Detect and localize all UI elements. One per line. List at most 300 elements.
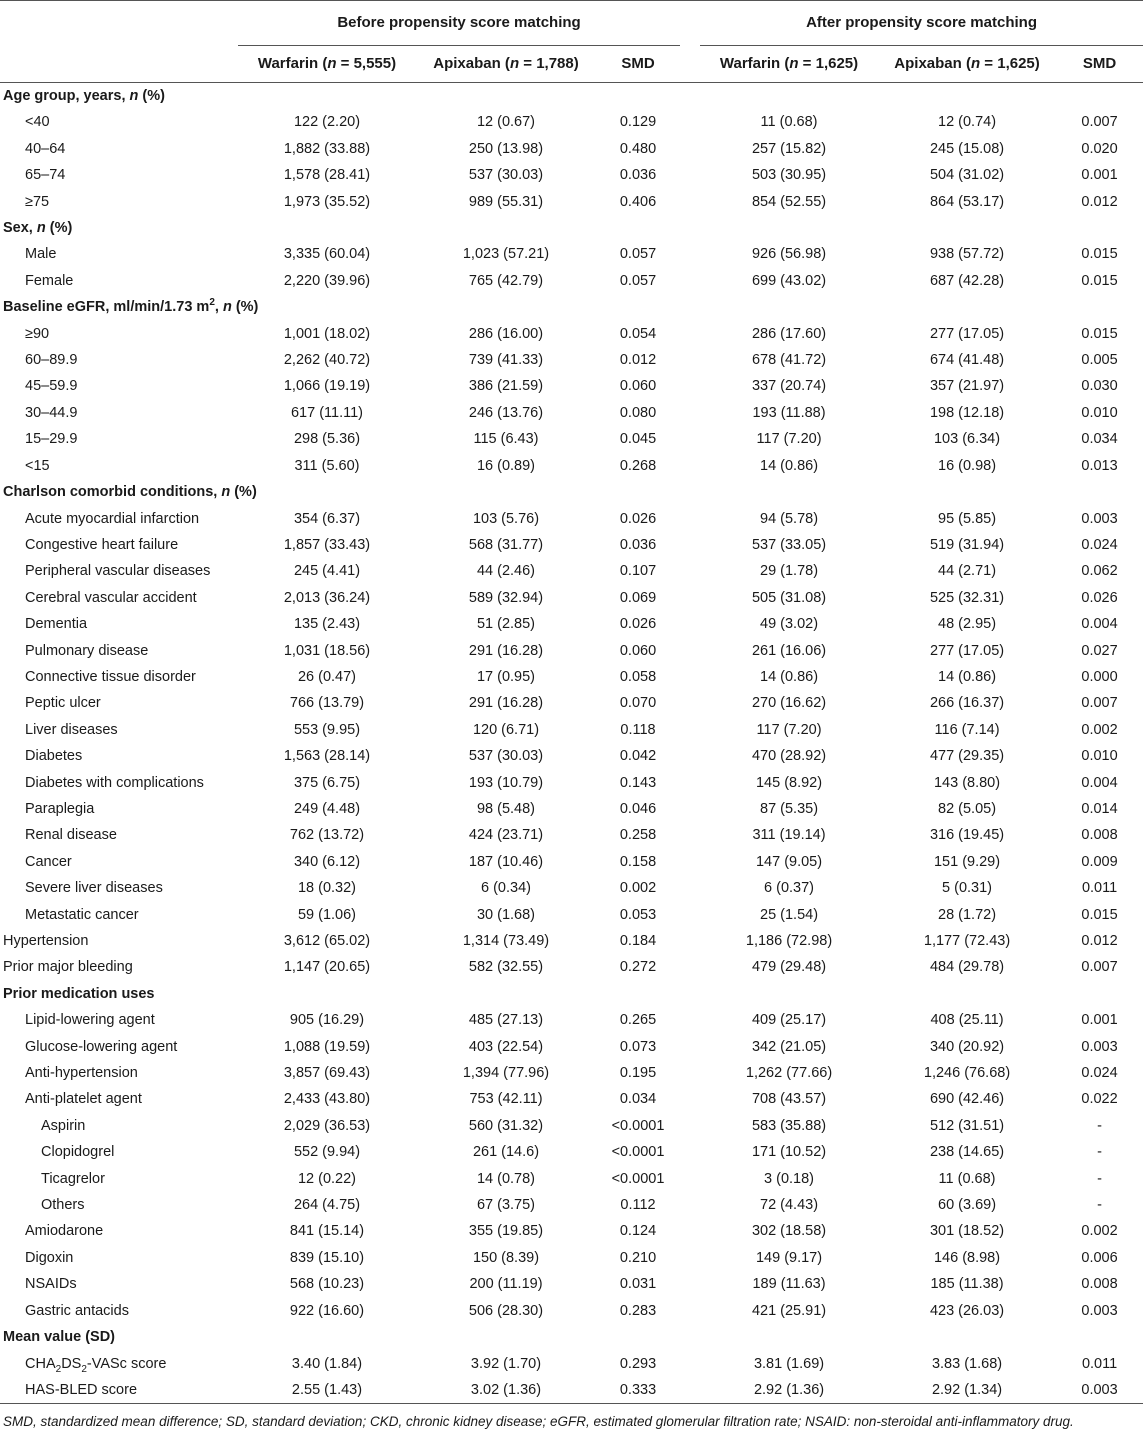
section-header-row <box>0 83 1143 110</box>
cell-apixaban-before: 560 (31.32) <box>468 1117 544 1134</box>
row-label: Digoxin <box>25 1249 74 1266</box>
cell-apixaban-after: 11 (0.68) <box>938 1170 996 1187</box>
row-label: 60–89.9 <box>25 352 78 369</box>
column-header-row <box>0 46 1143 83</box>
cell-apixaban-after: 95 (5.85) <box>938 510 997 527</box>
cell-smd-before: 0.060 <box>619 642 657 659</box>
cell-apixaban-after: 674 (41.48) <box>929 352 1005 369</box>
row-label: Dementia <box>25 616 88 633</box>
cell-warfarin-before: 2,029 (36.53) <box>283 1117 371 1134</box>
cell-warfarin-after: 537 (33.05) <box>751 536 827 553</box>
cell-smd-after: 0.010 <box>1081 404 1118 421</box>
cell-smd-after: 0.022 <box>1081 1091 1118 1108</box>
cell-smd-after: 0.002 <box>1081 1223 1118 1240</box>
cell-smd-before: 0.293 <box>619 1355 657 1372</box>
cell-apixaban-after: 48 (2.95) <box>938 616 997 633</box>
table-row <box>0 928 1143 954</box>
cell-smd-after: 0.012 <box>1081 933 1118 949</box>
col-header-apixaban-before: Apixaban (n = 1,788) <box>416 46 596 83</box>
cell-apixaban-after: 185 (11.38) <box>930 1276 1004 1293</box>
cell-smd-before: 0.036 <box>619 167 657 184</box>
cell-warfarin-after: 302 (18.58) <box>751 1223 827 1240</box>
cell-smd-after: 0.020 <box>1081 140 1118 157</box>
cell-apixaban-before: 286 (16.00) <box>468 325 544 342</box>
cell-warfarin-before: 766 (13.79) <box>289 695 365 712</box>
table-footnote: SMD, standardized mean difference; SD, standard deviation; CKD, chronic kidney disease; eGFR, estimated glomerular filtration rate; NSAID: non-steroidal anti-inflammatory drug. <box>3 1414 1074 1430</box>
cell-warfarin-before: 1,066 (19.19) <box>283 378 371 395</box>
cell-smd-before: 0.002 <box>619 880 657 897</box>
cell-smd-before: 0.333 <box>596 1377 680 1404</box>
table-row <box>0 796 1143 822</box>
cell-apixaban-before: 589 (32.94) <box>468 589 544 606</box>
section-header-row <box>0 479 1143 505</box>
table-row <box>0 1007 1143 1033</box>
cell-warfarin-after: 149 (9.17) <box>755 1249 823 1266</box>
row-label: Gastric antacids <box>25 1302 129 1319</box>
cell-apixaban-after: 266 (16.37) <box>929 695 1005 712</box>
table-row <box>0 1086 1143 1112</box>
section-header-row <box>0 294 1143 320</box>
cell-apixaban-before: 12 (0.67) <box>476 114 536 131</box>
after-matching-header: After propensity score matching <box>700 1 1143 46</box>
cell-smd-after: 0.015 <box>1081 325 1118 342</box>
cell-smd-after: 0.015 <box>1081 272 1118 289</box>
row-label: Hypertension <box>3 933 89 949</box>
section-header-row <box>0 1324 1143 1350</box>
cell-apixaban-before: 250 (13.98) <box>468 140 544 157</box>
cell-smd-before: 0.272 <box>619 959 657 976</box>
table-row <box>0 1166 1143 1192</box>
cell-warfarin-before: 1,563 (28.14) <box>283 748 371 765</box>
cell-smd-before: <0.0001 <box>611 1144 665 1161</box>
cell-apixaban-after: 238 (14.65) <box>929 1144 1005 1161</box>
cell-apixaban-after: 16 (0.98) <box>938 457 997 474</box>
cell-warfarin-before: 568 (10.23) <box>289 1276 365 1293</box>
cell-apixaban-after: 938 (57.72) <box>929 246 1005 263</box>
cell-apixaban-before: 1,394 (77.96) <box>462 1065 550 1082</box>
cell-apixaban-before: 150 (8.39) <box>472 1249 540 1266</box>
cell-warfarin-before: 1,578 (28.41) <box>283 167 371 184</box>
cell-apixaban-after: 116 (7.14) <box>934 721 1000 738</box>
cell-smd-before: 0.265 <box>619 1012 657 1029</box>
cell-warfarin-before: 841 (15.14) <box>289 1223 365 1240</box>
row-label: Liver diseases <box>25 721 118 738</box>
cell-apixaban-before: 17 (0.95) <box>476 668 536 685</box>
cell-apixaban-after: 525 (32.31) <box>929 589 1005 606</box>
col-header-apixaban-after: Apixaban (n = 1,625) <box>878 46 1056 83</box>
table-row <box>0 189 1143 215</box>
table-row <box>0 241 1143 267</box>
cell-warfarin-after: 25 (1.54) <box>760 906 819 923</box>
group-header-row <box>0 1 1143 46</box>
table-row <box>0 770 1143 796</box>
cell-warfarin-after: 270 (16.62) <box>751 695 827 712</box>
table-row <box>0 373 1143 399</box>
row-label: Diabetes with complications <box>25 774 204 791</box>
cell-warfarin-before: 1,882 (33.88) <box>283 140 371 157</box>
cell-smd-before: <0.0001 <box>611 1170 665 1187</box>
cell-warfarin-before: 905 (16.29) <box>289 1012 365 1029</box>
cell-warfarin-before: 3.40 (1.84) <box>291 1355 363 1372</box>
row-label: Clopidogrel <box>41 1144 115 1161</box>
table-row <box>0 1060 1143 1086</box>
cell-warfarin-before: 1,031 (18.56) <box>283 642 371 659</box>
cell-apixaban-after: 146 (8.98) <box>933 1249 1001 1266</box>
cell-smd-after: 0.024 <box>1081 536 1118 553</box>
cell-apixaban-before: 568 (31.77) <box>468 536 544 553</box>
cell-warfarin-after: 505 (31.08) <box>751 589 827 606</box>
cell-warfarin-after: 3 (0.18) <box>764 1170 815 1187</box>
cell-apixaban-before: 537 (30.03) <box>468 167 544 184</box>
cell-warfarin-before: 2.55 (1.43) <box>238 1377 416 1404</box>
cell-smd-after: 0.004 <box>1081 616 1118 633</box>
row-label: Acute myocardial infarction <box>25 510 200 527</box>
cell-apixaban-before: 403 (22.54) <box>468 1038 544 1055</box>
table-row <box>0 1377 1143 1404</box>
cell-apixaban-after: 151 (9.29) <box>933 853 1001 870</box>
cell-smd-before: 0.158 <box>619 853 657 870</box>
section-label: Prior medication uses <box>3 985 155 1002</box>
cell-smd-before: 0.073 <box>619 1038 657 1055</box>
cell-apixaban-before: 582 (32.55) <box>468 959 544 976</box>
cell-smd-after: 0.003 <box>1081 510 1118 527</box>
section-label: Baseline eGFR, ml/min/1.73 $m^2$, n (%) <box>3 297 259 316</box>
table-row <box>0 585 1143 611</box>
cell-smd-before: 0.057 <box>619 272 657 289</box>
cell-warfarin-after: 189 (11.63) <box>752 1276 826 1293</box>
cell-apixaban-before: 44 (2.46) <box>476 563 536 580</box>
table-row <box>0 347 1143 373</box>
row-label: <40 <box>25 114 50 131</box>
cell-smd-after: 0.007 <box>1081 695 1118 712</box>
table-row <box>0 902 1143 928</box>
cell-smd-after: 0.003 <box>1056 1377 1143 1404</box>
row-label: $CHA_2DS_2$-VASc score <box>25 1355 167 1375</box>
section-header-row <box>0 215 1143 241</box>
cell-apixaban-after: 143 (8.80) <box>933 774 1001 791</box>
cell-apixaban-after: 864 (53.17) <box>929 193 1005 210</box>
cell-warfarin-before: 375 (6.75) <box>293 774 361 791</box>
cell-smd-after: 0.002 <box>1081 721 1118 738</box>
cell-warfarin-after: 193 (11.88) <box>752 404 826 421</box>
cell-warfarin-after: 29 (1.78) <box>760 563 819 580</box>
cell-smd-after: 0.001 <box>1081 1012 1118 1029</box>
cell-smd-before: 0.210 <box>619 1249 657 1266</box>
cell-smd-after: 0.024 <box>1081 1065 1118 1082</box>
table-row <box>0 136 1143 162</box>
cell-apixaban-before: 424 (23.71) <box>468 827 544 844</box>
cell-warfarin-before: 249 (4.48) <box>293 800 361 817</box>
row-label: <15 <box>25 457 50 474</box>
cell-smd-after: 0.011 <box>1081 1355 1118 1372</box>
cell-apixaban-after: 44 (2.71) <box>938 563 997 580</box>
table-row <box>0 611 1143 637</box>
cell-warfarin-before: 922 (16.60) <box>289 1302 365 1319</box>
cell-apixaban-before: 753 (42.11) <box>469 1091 543 1108</box>
cell-apixaban-after: 301 (18.52) <box>929 1223 1005 1240</box>
cell-smd-before: 0.054 <box>619 325 657 342</box>
cell-apixaban-after: 690 (42.46) <box>929 1091 1005 1108</box>
table-row <box>0 690 1143 716</box>
table-body <box>0 83 1143 1404</box>
cell-warfarin-after: 1,262 (77.66) <box>745 1065 833 1082</box>
cell-smd-before: 0.036 <box>619 536 657 553</box>
row-label: Male <box>25 246 57 263</box>
cell-smd-after: 0.001 <box>1081 167 1118 184</box>
table-row <box>0 1271 1143 1297</box>
cell-apixaban-before: 3.92 (1.70) <box>470 1355 542 1372</box>
cell-apixaban-after: 408 (25.11) <box>930 1012 1004 1029</box>
row-label: HAS-BLED score <box>0 1377 238 1404</box>
table-row <box>0 1351 1143 1377</box>
cell-apixaban-after: 1,246 (76.68) <box>923 1065 1011 1082</box>
cell-apixaban-after: 277 (17.05) <box>929 325 1005 342</box>
row-label: Diabetes <box>25 748 83 765</box>
cell-warfarin-after: 708 (43.57) <box>751 1091 827 1108</box>
row-label: Female <box>25 272 74 289</box>
cell-warfarin-after: 583 (35.88) <box>751 1117 827 1134</box>
cell-warfarin-after: 14 (0.86) <box>760 668 819 685</box>
cell-warfarin-before: 2,262 (40.72) <box>283 352 371 369</box>
cell-apixaban-before: 193 (10.79) <box>468 774 544 791</box>
row-label: Renal disease <box>25 827 117 844</box>
cell-smd-before: 0.012 <box>619 352 657 369</box>
section-label: Mean value (SD) <box>3 1329 115 1346</box>
cell-apixaban-after: 82 (5.05) <box>938 800 997 817</box>
section-label: Sex, n (%) <box>3 220 73 237</box>
cell-apixaban-after: 277 (17.05) <box>929 642 1005 659</box>
cell-warfarin-after: 503 (30.95) <box>751 167 827 184</box>
cell-apixaban-before: 537 (30.03) <box>468 748 544 765</box>
cell-smd-after: 0.008 <box>1081 827 1118 844</box>
cell-apixaban-after: 245 (15.08) <box>929 140 1005 157</box>
cell-warfarin-before: 1,147 (20.65) <box>283 959 371 976</box>
cell-smd-before: 0.045 <box>619 431 657 448</box>
cell-warfarin-after: 11 (0.68) <box>760 114 818 131</box>
cell-warfarin-after: 2.92 (1.36) <box>700 1377 878 1404</box>
section-label: Charlson comorbid conditions, n (%) <box>3 484 257 501</box>
cell-apixaban-before: 16 (0.89) <box>476 457 536 474</box>
table-row <box>0 1245 1143 1271</box>
cell-apixaban-before: 98 (5.48) <box>476 800 536 817</box>
cell-warfarin-after: 678 (41.72) <box>751 352 827 369</box>
cell-warfarin-after: 409 (25.17) <box>751 1012 827 1029</box>
cell-warfarin-before: 18 (0.32) <box>297 880 357 897</box>
cell-warfarin-before: 1,857 (33.43) <box>283 536 371 553</box>
row-label: Lipid-lowering agent <box>25 1012 155 1029</box>
cell-smd-after: 0.015 <box>1081 906 1118 923</box>
row-label: Severe liver diseases <box>25 880 163 897</box>
cell-warfarin-after: 87 (5.35) <box>760 800 819 817</box>
cell-smd-after: 0.007 <box>1081 114 1118 131</box>
cell-apixaban-after: 14 (0.86) <box>938 668 997 685</box>
cell-apixaban-after: 60 (3.69) <box>938 1197 997 1214</box>
cell-apixaban-after: 423 (26.03) <box>929 1302 1005 1319</box>
cell-smd-after: 0.003 <box>1081 1302 1118 1319</box>
cell-smd-before: 0.031 <box>619 1276 657 1293</box>
row-label: Prior major bleeding <box>3 959 133 976</box>
col-header-smd-before: SMD <box>596 46 680 83</box>
row-label: Anti-hypertension <box>25 1065 138 1082</box>
row-label: Aspirin <box>41 1117 86 1134</box>
row-label: ≥90 <box>25 325 50 342</box>
cell-warfarin-before: 2,433 (43.80) <box>283 1091 371 1108</box>
cell-warfarin-before: 617 (11.11) <box>290 404 363 421</box>
table-row <box>0 954 1143 980</box>
cell-warfarin-before: 340 (6.12) <box>293 853 361 870</box>
table-row <box>0 453 1143 479</box>
cell-smd-after: 0.000 <box>1081 668 1118 685</box>
cell-smd-after: 0.006 <box>1081 1249 1118 1266</box>
cell-warfarin-before: 3,335 (60.04) <box>283 246 371 263</box>
cell-smd-before: 0.124 <box>619 1223 657 1240</box>
cell-smd-before: 0.026 <box>619 616 657 633</box>
cell-warfarin-before: 2,220 (39.96) <box>283 272 371 289</box>
row-label: Glucose-lowering agent <box>25 1038 178 1055</box>
row-label: Peripheral vascular diseases <box>25 563 211 580</box>
cell-warfarin-after: 171 (10.52) <box>751 1144 827 1161</box>
row-label: NSAIDs <box>25 1276 77 1293</box>
cell-warfarin-before: 3,857 (69.43) <box>283 1065 371 1082</box>
table-row <box>0 1192 1143 1218</box>
cell-smd-before: 0.112 <box>620 1197 656 1214</box>
cell-warfarin-before: 298 (5.36) <box>293 431 361 448</box>
cell-warfarin-before: 839 (15.10) <box>289 1249 365 1266</box>
cell-smd-after: 0.012 <box>1081 193 1118 210</box>
cell-warfarin-before: 311 (5.60) <box>294 457 360 474</box>
cell-apixaban-after: 477 (29.35) <box>929 748 1005 765</box>
cell-apixaban-before: 6 (0.34) <box>481 880 531 897</box>
cell-apixaban-after: 103 (6.34) <box>933 431 1001 448</box>
cell-apixaban-after: 357 (21.97) <box>929 378 1005 395</box>
table-row <box>0 1298 1143 1324</box>
cell-apixaban-before: 989 (55.31) <box>468 193 544 210</box>
col-header-warfarin-before: Warfarin (n = 5,555) <box>238 46 416 83</box>
cell-apixaban-before: 67 (3.75) <box>476 1197 536 1214</box>
cell-smd-after: 0.011 <box>1081 880 1118 897</box>
cell-warfarin-after: 470 (28.92) <box>751 748 827 765</box>
cell-smd-after: 0.014 <box>1081 800 1118 817</box>
table-row <box>0 426 1143 452</box>
cell-apixaban-before: 103 (5.76) <box>472 510 540 527</box>
cell-smd-before: 0.080 <box>619 404 657 421</box>
cell-warfarin-after: 3.81 (1.69) <box>753 1355 825 1372</box>
table-row <box>0 743 1143 769</box>
cell-apixaban-before: 291 (16.28) <box>468 695 544 712</box>
cell-apixaban-after: 3.83 (1.68) <box>931 1355 1003 1372</box>
cell-warfarin-before: 553 (9.95) <box>293 721 361 738</box>
cell-smd-before: 0.406 <box>619 193 657 210</box>
cell-apixaban-before: 386 (21.59) <box>468 378 544 395</box>
row-label: 45–59.9 <box>25 378 78 395</box>
cell-smd-after: 0.030 <box>1081 378 1118 395</box>
table-row <box>0 1113 1143 1139</box>
cell-apixaban-before: 261 (14.6) <box>472 1144 540 1161</box>
cell-warfarin-before: 552 (9.94) <box>293 1144 361 1161</box>
table-row <box>0 664 1143 690</box>
cell-apixaban-before: 187 (10.46) <box>468 853 544 870</box>
cell-warfarin-after: 854 (52.55) <box>751 193 827 210</box>
cell-apixaban-after: 28 (1.72) <box>938 906 997 923</box>
cell-apixaban-after: 12 (0.74) <box>938 114 997 131</box>
cell-smd-before: 0.480 <box>619 140 657 157</box>
row-label: Anti-platelet agent <box>25 1091 142 1108</box>
row-label: Congestive heart failure <box>25 536 179 553</box>
row-label: Peptic ulcer <box>25 695 101 712</box>
cell-apixaban-before: 739 (41.33) <box>468 352 544 369</box>
cell-warfarin-after: 421 (25.91) <box>751 1302 827 1319</box>
cell-apixaban-before: 1,023 (57.21) <box>462 246 550 263</box>
table-row <box>0 109 1143 135</box>
cell-apixaban-after: 687 (42.28) <box>929 272 1005 289</box>
col-header-warfarin-after: Warfarin (n = 1,625) <box>700 46 878 83</box>
cell-apixaban-before: 14 (0.78) <box>476 1170 536 1187</box>
cell-warfarin-before: 26 (0.47) <box>297 668 357 685</box>
table-row <box>0 1139 1143 1165</box>
row-label: Paraplegia <box>25 800 95 817</box>
cell-smd-before: 0.053 <box>619 906 657 923</box>
cell-apixaban-after: 484 (29.78) <box>929 959 1005 976</box>
cell-apixaban-before: 200 (11.19) <box>469 1276 543 1293</box>
cell-smd-after: 0.009 <box>1081 853 1118 870</box>
cell-warfarin-after: 479 (29.48) <box>751 959 827 976</box>
cell-apixaban-after: 512 (31.51) <box>929 1117 1005 1134</box>
cell-apixaban-before: 355 (19.85) <box>468 1223 544 1240</box>
cell-warfarin-after: 94 (5.78) <box>760 510 819 527</box>
section-header-row <box>0 981 1143 1007</box>
row-label: 30–44.9 <box>25 404 78 421</box>
table-row <box>0 268 1143 294</box>
before-matching-header: Before propensity score matching <box>238 1 680 46</box>
cell-smd-after: 0.010 <box>1081 748 1118 765</box>
cell-smd-before: 0.042 <box>619 748 657 765</box>
cell-smd-after: - <box>1097 1170 1102 1187</box>
cell-warfarin-after: 926 (56.98) <box>751 246 827 263</box>
cell-smd-before: 0.057 <box>619 246 657 263</box>
row-label: Amiodarone <box>25 1223 104 1240</box>
cell-warfarin-after: 337 (20.74) <box>751 378 827 395</box>
cell-warfarin-after: 261 (16.06) <box>751 642 827 659</box>
cell-smd-before: 0.026 <box>619 510 657 527</box>
table-row <box>0 321 1143 347</box>
cell-smd-after: 0.013 <box>1081 457 1118 474</box>
cell-warfarin-after: 342 (21.05) <box>751 1038 827 1055</box>
cell-warfarin-before: 3,612 (65.02) <box>283 933 371 949</box>
cell-smd-before: 0.060 <box>619 378 657 395</box>
table-row <box>0 717 1143 743</box>
cell-smd-before: 0.143 <box>619 774 657 791</box>
row-label: ≥75 <box>25 193 50 210</box>
cell-warfarin-after: 117 (7.20) <box>756 431 822 448</box>
cell-smd-before: 0.184 <box>619 933 657 949</box>
cell-apixaban-before: 51 (2.85) <box>476 616 536 633</box>
cell-warfarin-after: 72 (4.43) <box>760 1197 819 1214</box>
cell-smd-after: 0.007 <box>1081 959 1118 976</box>
table-row <box>0 506 1143 532</box>
cell-smd-before: 0.283 <box>619 1302 657 1319</box>
table-row <box>0 1034 1143 1060</box>
table-row <box>0 875 1143 901</box>
cell-smd-after: 0.034 <box>1081 431 1118 448</box>
section-label: Age group, years, n (%) <box>3 88 165 104</box>
row-label: Cerebral vascular accident <box>25 589 197 606</box>
cell-warfarin-before: 12 (0.22) <box>297 1170 357 1187</box>
cell-apixaban-after: 198 (12.18) <box>929 404 1005 421</box>
cell-smd-after: 0.008 <box>1081 1276 1118 1293</box>
col-header-smd-after: SMD <box>1056 46 1143 83</box>
cell-warfarin-after: 117 (7.20) <box>756 721 822 738</box>
table-row <box>0 162 1143 188</box>
